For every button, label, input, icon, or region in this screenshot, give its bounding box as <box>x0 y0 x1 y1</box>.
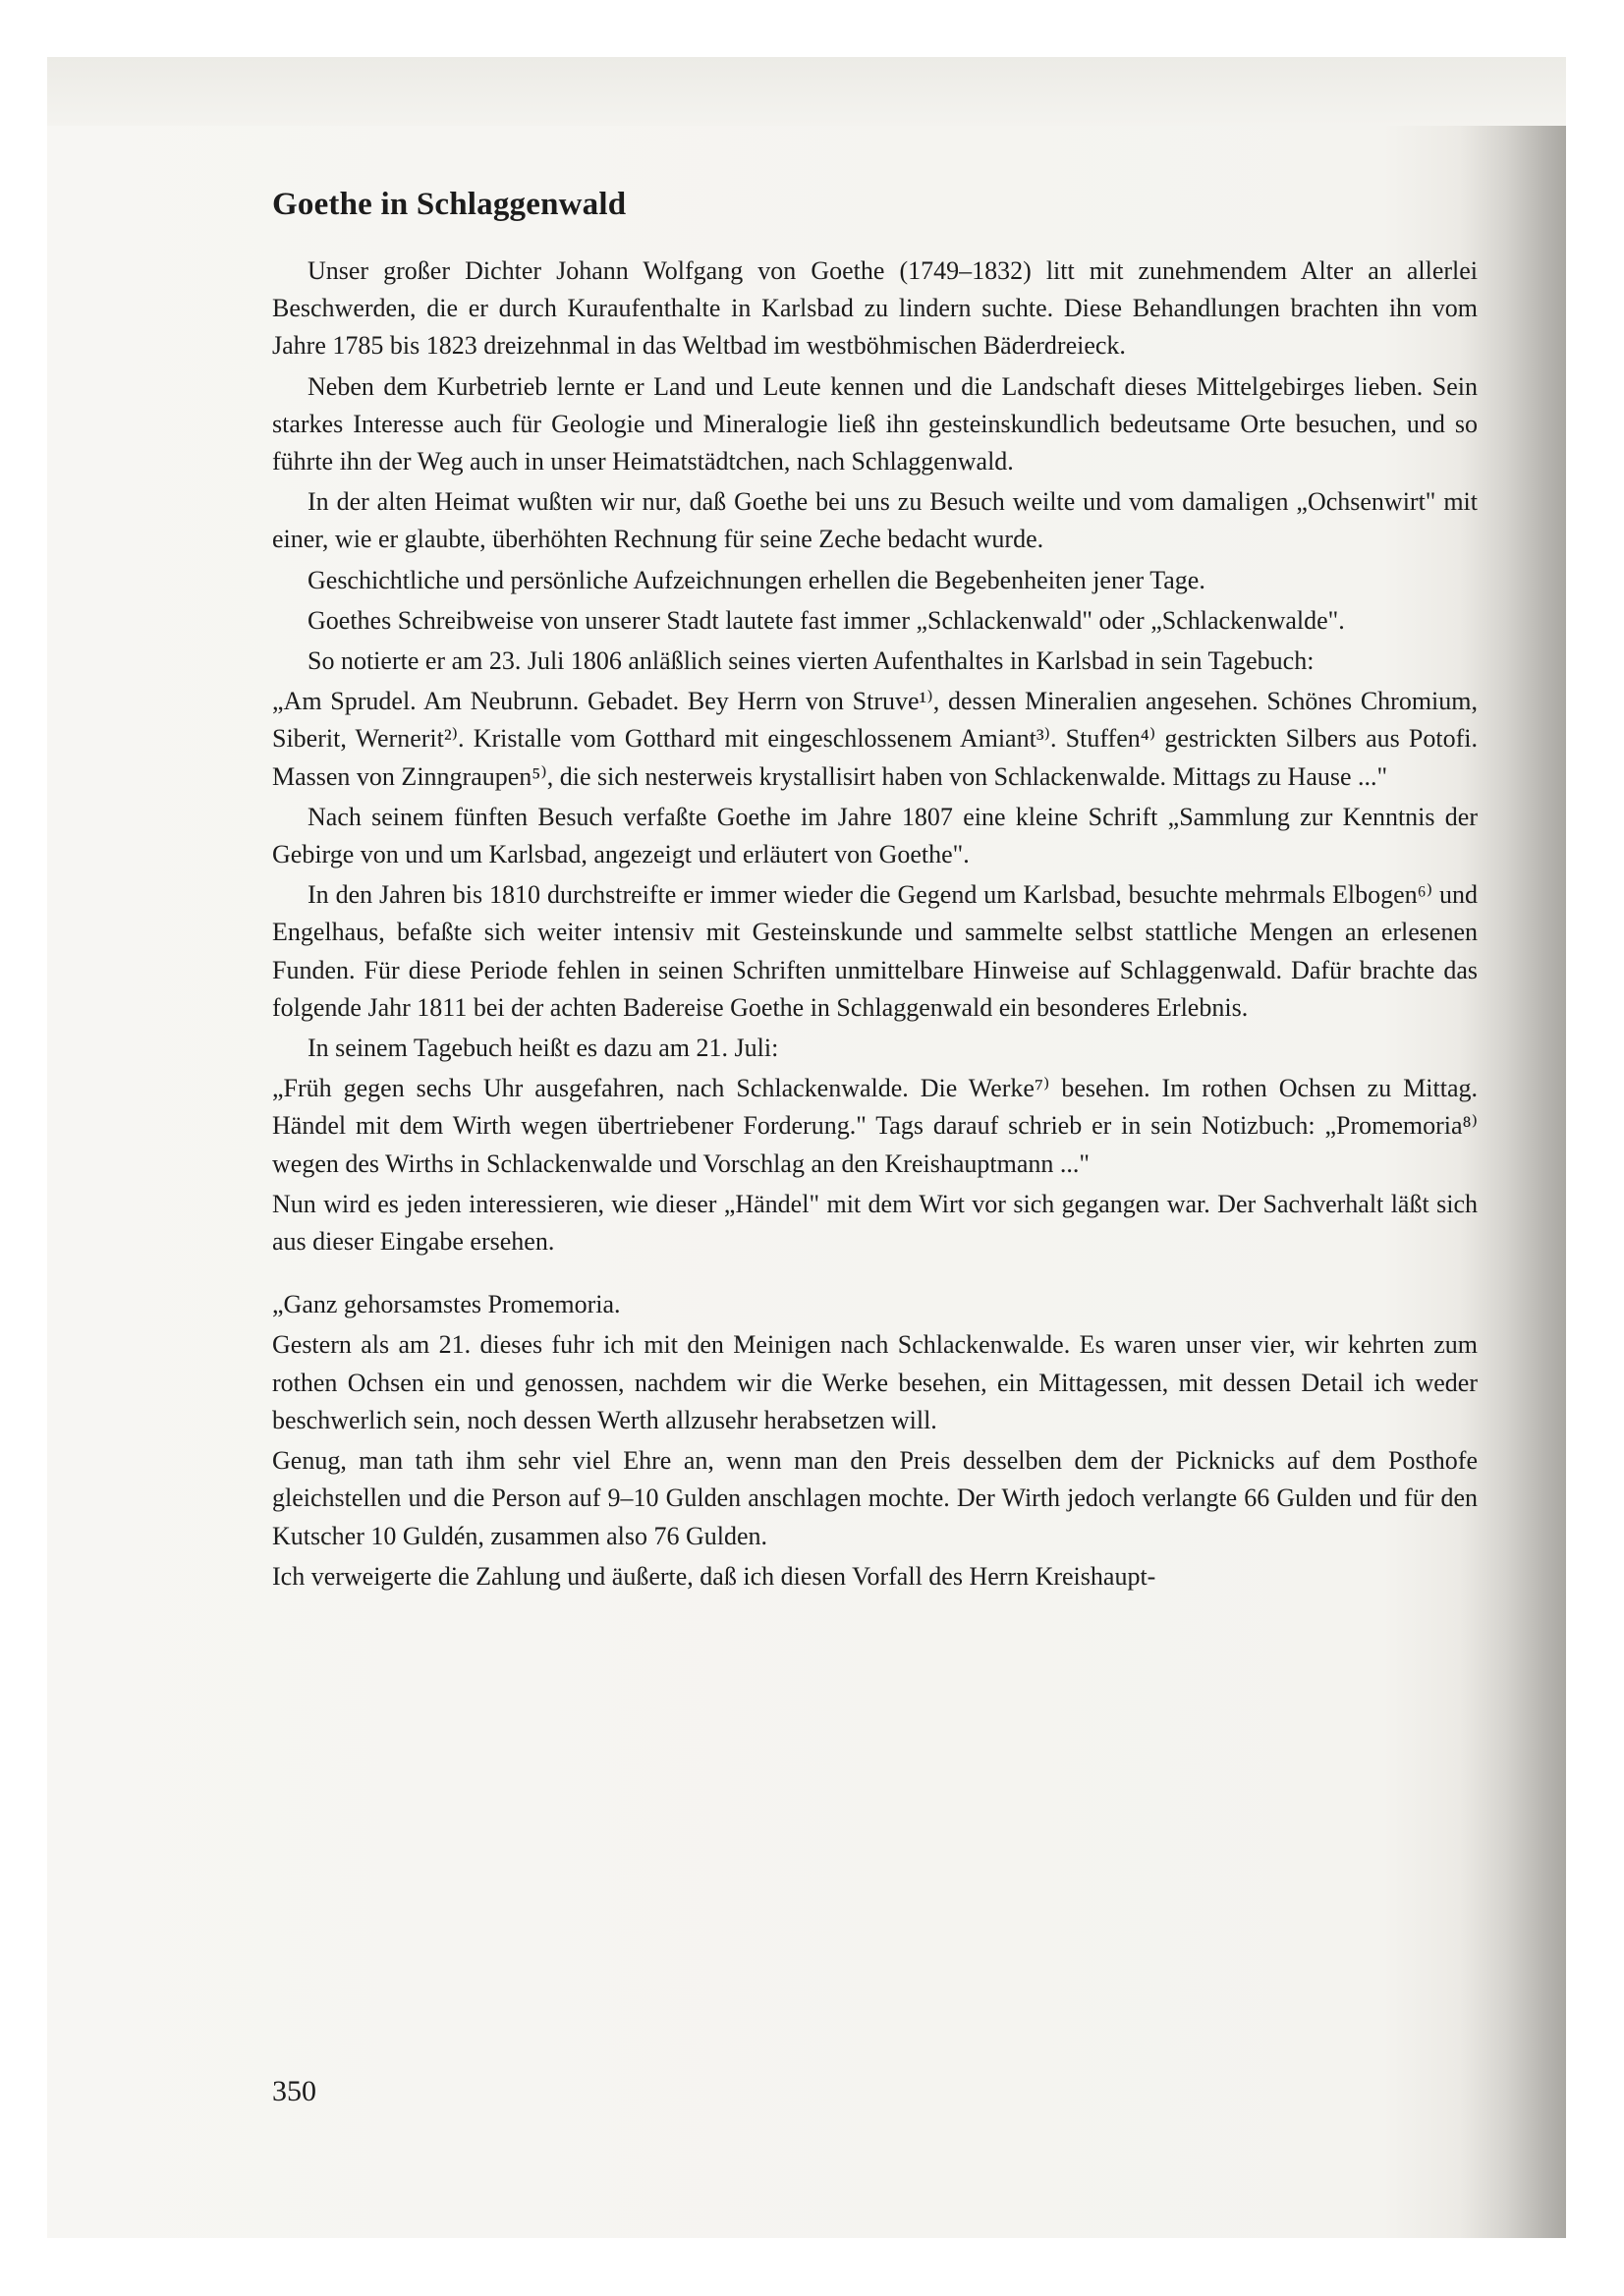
page-top-shadow <box>47 57 1566 126</box>
promemoria-paragraph: Ich verweigerte die Zahlung und äußerte, daß ich diesen Vorfall des Herrn Kreishaupt- <box>272 1561 1156 1591</box>
paragraph: In seinem Tagebuch heißt es dazu am 21. Juli: <box>308 1034 779 1063</box>
quote-paragraph: „Früh gegen sechs Uhr ausgefahren, nach Schlackenwalde. Die Werke⁷⁾ besehen. Im rothen Ochsen zu Mittag. Händel mit dem Wirth wegen übertriebener Forderung." Tags darauf schrieb er in sein Notizbuch: „Promemoria⁸⁾ wegen des Wirths in Schlackenwalde und Vorschlag an den Kreishauptmann ..." <box>272 1074 1478 1178</box>
paragraph: In der alten Heimat wußten wir nur, daß Goethe bei uns zu Besuch weilte und vom damaligen „Ochsenwirt" mit einer, wie er glaubte, überhöhten Rechnung für seine Zeche bedacht wurde. <box>272 487 1478 554</box>
page-number: 350 <box>272 2075 316 2107</box>
promemoria-heading: „Ganz gehorsamstes Promemoria. <box>272 1290 621 1319</box>
chapter-title: Goethe in Schlaggenwald <box>272 187 627 222</box>
paragraph: Nach seinem fünften Besuch verfaßte Goethe im Jahre 1807 eine kleine Schrift „Sammlung zur Kenntnis der Gebirge von und um Karlsbad, angezeigt und erläutert von Goethe". <box>272 802 1478 869</box>
quote-paragraph: „Am Sprudel. Am Neubrunn. Gebadet. Bey Herrn von Struve¹⁾, dessen Mineralien angesehen. Schönes Chromium, Siberit, Wernerit²⁾. Kristalle vom Gotthard mit eingeschlossenem Amiant³⁾. Stuffen⁴⁾ gestrickten Silbers aus Potofi. Massen von Zinngraupen⁵⁾, die sich nesterweis krystallisirt haben von Schlackenwalde. Mittags zu Hause ..." <box>272 687 1478 791</box>
promemoria-paragraph: Genug, man tath ihm sehr viel Ehre an, wenn man den Preis desselben dem der Picknicks auf dem Posthofe gleichstellen und die Person auf 9–10 Gulden anschlagen mochte. Der Wirth jedoch verlangte 66 Gulden und für den Kutscher 10 Guldén, zusammen also 76 Gulden. <box>272 1446 1478 1550</box>
paragraph: Geschichtliche und persönliche Aufzeichnungen erhellen die Begebenheiten jener Tage. <box>308 565 1205 594</box>
paragraph: In den Jahren bis 1810 durchstreifte er immer wieder die Gegend um Karlsbad, besuchte mehrmals Elbogen⁶⁾ und Engelhaus, befaßte sich weiter intensiv mit Gesteinskunde und sammelte selbst stattliche Mengen an erlesenen Funden. Für diese Periode fehlen in seinen Schriften unmittelbare Hinweise auf Schlaggenwald. Dafür brachte das folgende Jahr 1811 bei der achten Badereise Goethe in Schlaggenwald ein besonderes Erlebnis. <box>272 880 1478 1022</box>
promemoria-paragraph: Gestern als am 21. dieses fuhr ich mit den Meinigen nach Schlackenwalde. Es waren unser vier, wir kehrten zum rothen Ochsen ein und genossen, nachdem wir die Werke besehen, ein Mittagessen, mit dessen Detail ich weder beschwerlich sein, noch dessen Werth allzusehr herabsetzen will. <box>272 1330 1478 1434</box>
paragraph: Nun wird es jeden interessieren, wie dieser „Händel" mit dem Wirt vor sich gegangen war. Der Sachverhalt läßt sich aus dieser Eingabe ersehen. <box>272 1189 1478 1257</box>
paragraph: So notierte er am 23. Juli 1806 anläßlich seines vierten Aufenthaltes in Karlsbad in sein Tagebuch: <box>308 646 1315 676</box>
paragraph: Neben dem Kurbetrieb lernte er Land und Leute kennen und die Landschaft dieses Mittelgebirges lieben. Sein starkes Interesse auch für Geologie und Mineralogie ließ ihn gesteinskundlich bedeutsame Orte besuchen, und so führte ihn der Weg auch in unser Heimatstädtchen, nach Schlaggenwald. <box>272 371 1478 476</box>
paragraph: Unser großer Dichter Johann Wolfgang von Goethe (1749–1832) litt mit zunehmendem Alter an allerlei Beschwerden, die er durch Kuraufenthalte in Karlsbad zu lindern suchte. Diese Behandlungen brachten ihn vom Jahre 1785 bis 1823 dreizehnmal in das Weltbad im westböhmischen Bäderdreieck. <box>272 256 1478 361</box>
paragraph: Goethes Schreibweise von unserer Stadt lautete fast immer „Schlackenwald" oder „Schlackenwalde". <box>308 605 1345 635</box>
page-content <box>272 187 1478 1598</box>
